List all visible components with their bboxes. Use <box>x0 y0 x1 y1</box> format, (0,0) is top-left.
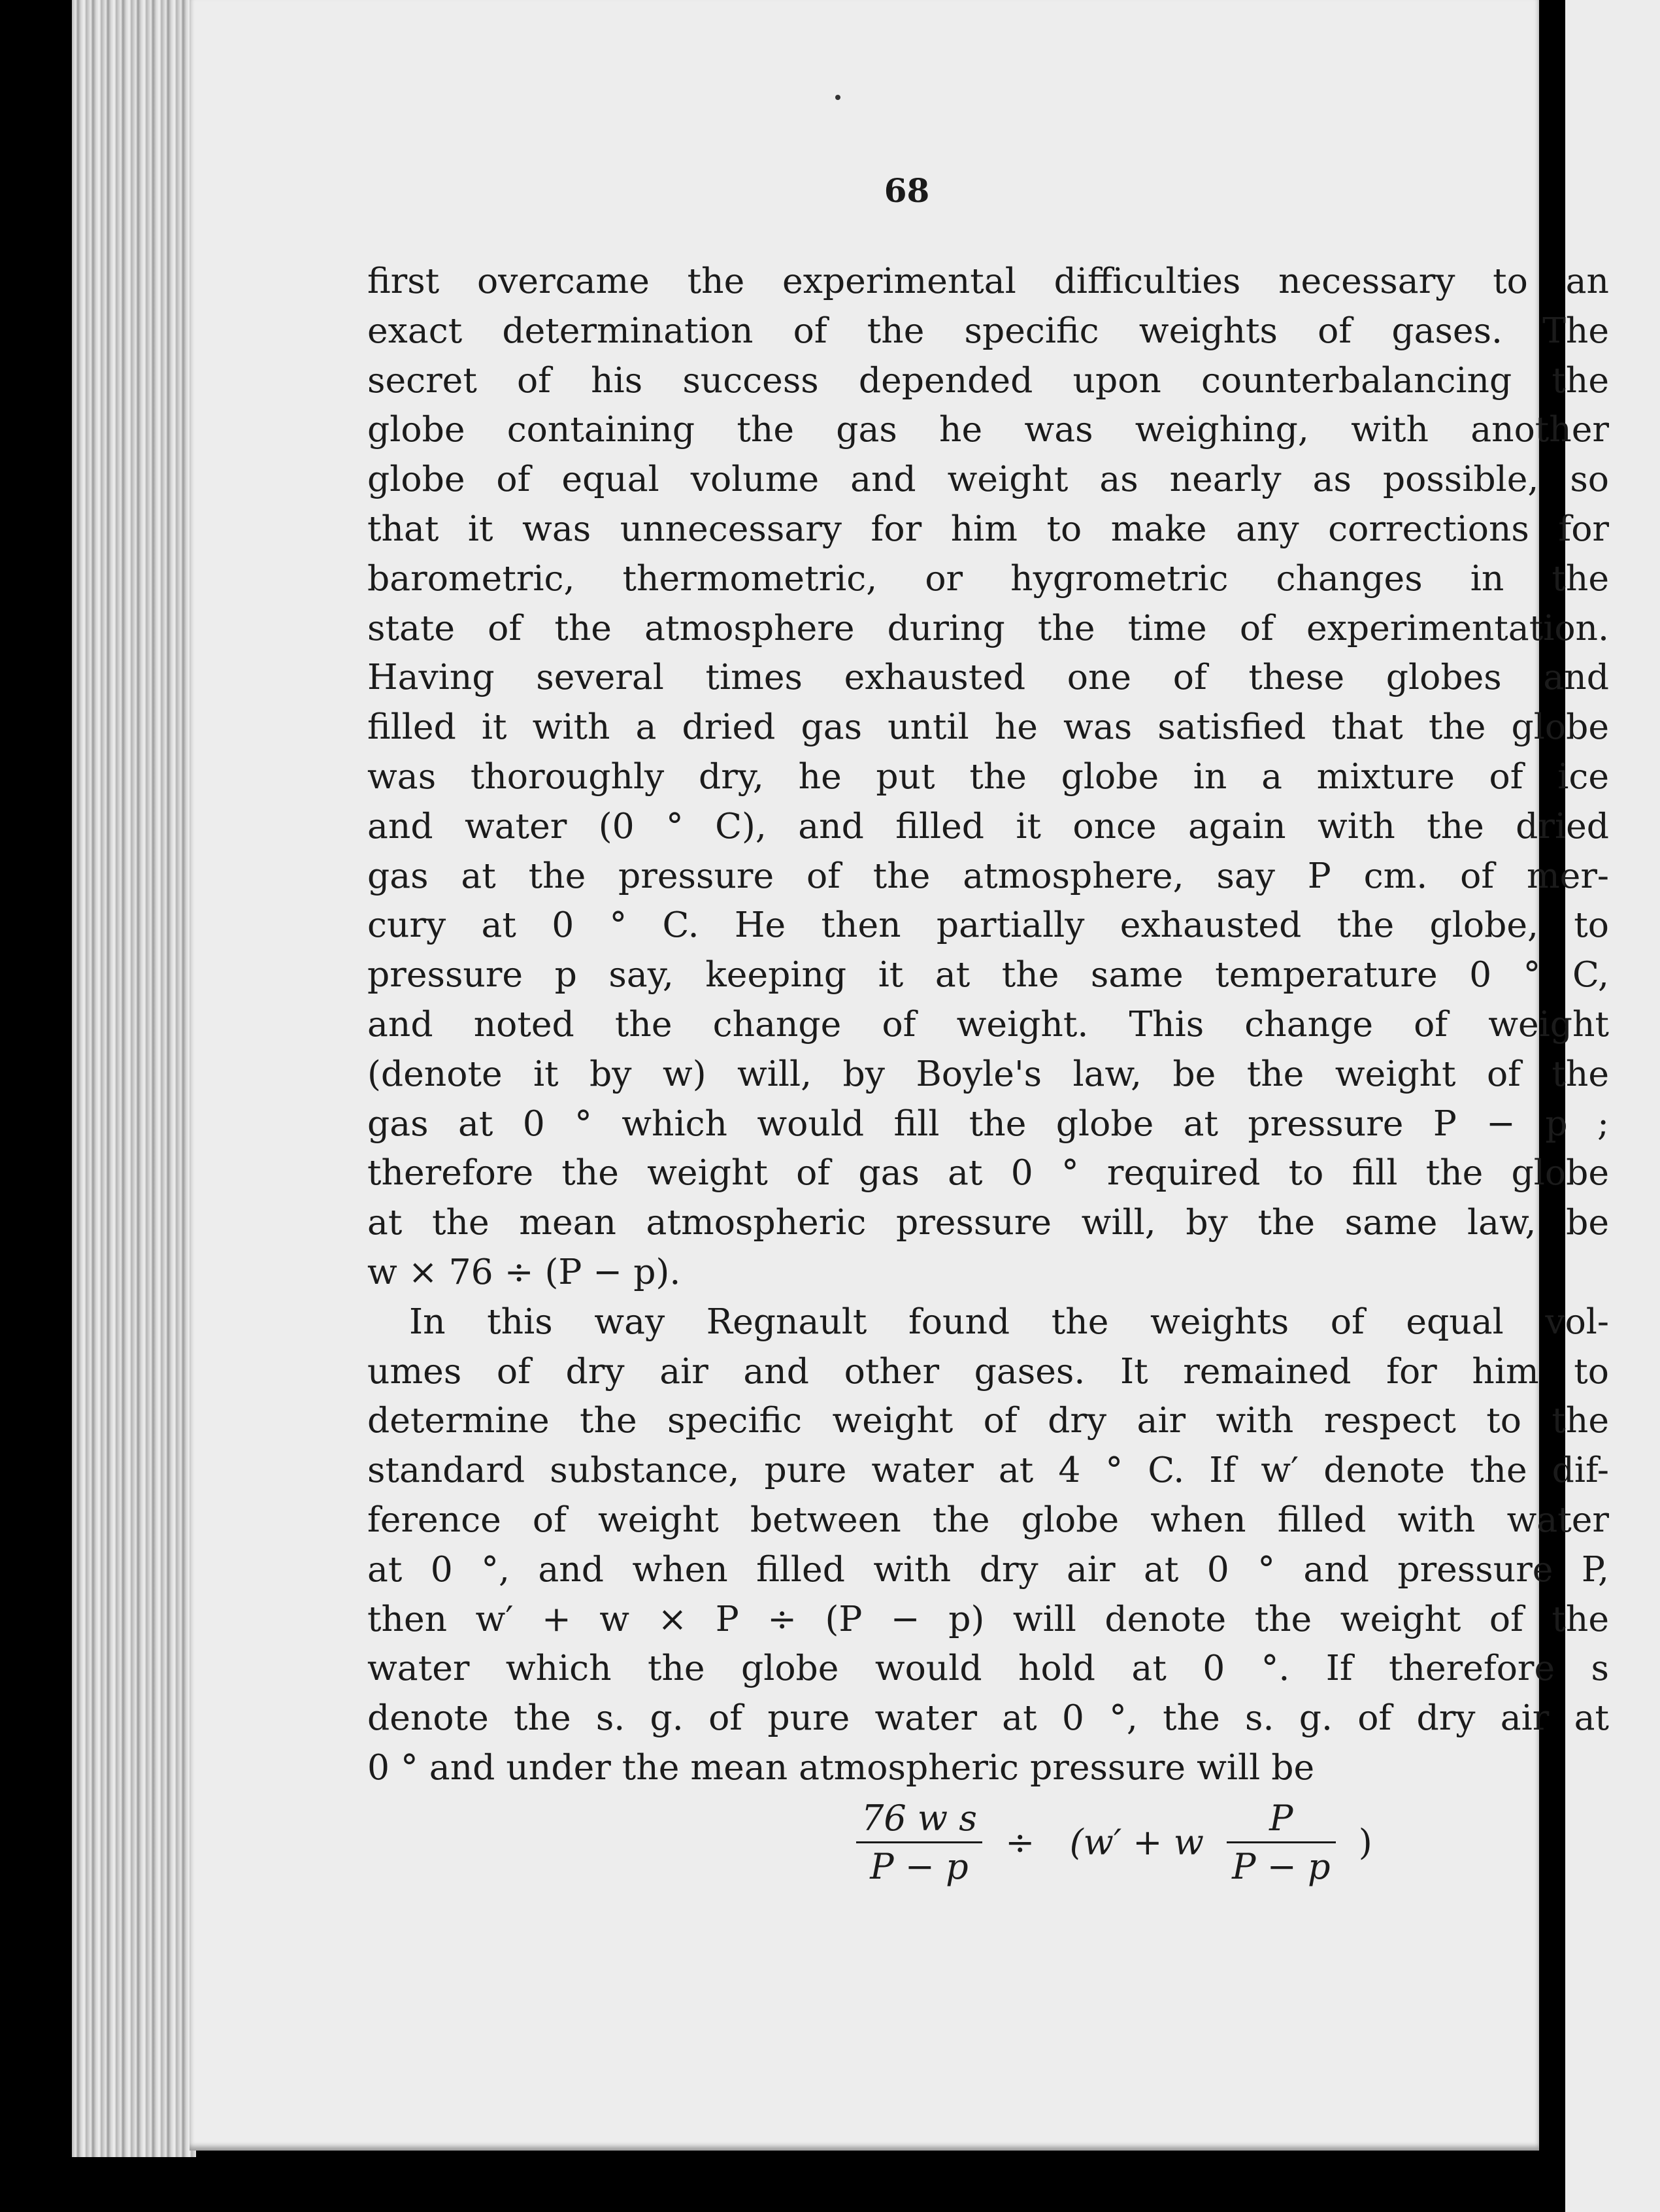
text-line: then w′ + w × P ÷ (P − p) will denote the weight of the <box>367 1598 1609 1639</box>
text-line: barometric, thermometric, or hygrometric changes in the <box>367 557 1609 599</box>
text-line: at the mean atmospheric pressure will, by the same law, be <box>367 1201 1609 1243</box>
fraction-denominator: P − p <box>870 1846 969 1887</box>
text-line: was thoroughly dry, he put the globe in a mixture of ice <box>367 755 1609 797</box>
text-line: and water (0 ° C), and filled it once again with the dried <box>367 805 1609 846</box>
text-line: state of the atmosphere during the time of experimentation. <box>367 607 1609 648</box>
fraction-right <box>1227 1798 1335 1887</box>
text-line: standard substance, pure water at 4 ° C. If w′ denote the dif- <box>367 1449 1609 1491</box>
text-line: gas at 0 ° which would fill the globe at pressure P − p ; <box>367 1102 1609 1144</box>
text-line: water which the globe would hold at 0 °. If therefore s <box>367 1647 1609 1689</box>
text-line: 0 ° and under the mean atmospheric pressure will be <box>367 1746 1315 1788</box>
text-line: and noted the change of weight. This change of weight <box>367 1003 1609 1045</box>
fraction-left <box>856 1798 982 1887</box>
text-line: first overcame the experimental difficulties necessary to an <box>367 260 1609 301</box>
text-line: exact determination of the specific weights of gases. The <box>367 309 1609 351</box>
paren-close: ) <box>1358 1822 1372 1863</box>
text-line: In this way Regnault found the weights of equal vol- <box>409 1300 1609 1342</box>
text-line: denote the s. g. of pure water at 0 °, the s. g. of dry air at <box>367 1697 1609 1739</box>
text-line: ference of weight between the globe when filled with water <box>367 1498 1609 1540</box>
page-number: 68 <box>884 171 930 210</box>
text-line: determine the specific weight of dry air with respect to the <box>367 1399 1609 1441</box>
text-line: filled it with a dried gas until he was satisfied that the globe <box>367 706 1609 748</box>
text-line: globe containing the gas he was weighing, with another <box>367 409 1609 450</box>
fraction-denominator: P − p <box>1232 1846 1331 1887</box>
fraction-numerator: P <box>1227 1798 1335 1843</box>
text-line: secret of his success depended upon counterbalancing the <box>367 359 1609 401</box>
text-line: therefore the weight of gas at 0 ° required to fill the globe <box>367 1152 1609 1194</box>
formula <box>856 1798 1510 1915</box>
text-line: w × 76 ÷ (P − p). <box>367 1250 681 1292</box>
text-line: cury at 0 ° C. He then partially exhausted the globe, to <box>367 904 1609 946</box>
text-line: pressure p say, keeping it at the same temperature 0 ° C, <box>367 954 1609 996</box>
page-edges <box>72 0 196 2157</box>
ink-speck <box>835 95 840 100</box>
text-line: gas at the pressure of the atmosphere, say P cm. of mer- <box>367 854 1609 896</box>
text-line: at 0 °, and when filled with dry air at 0 ° and pressure P, <box>367 1548 1609 1590</box>
text-line: (denote it by w) will, by Boyle's law, be the weight of the <box>367 1052 1609 1094</box>
book-page <box>190 0 1609 2151</box>
text-line: Having several times exhausted one of these globes and <box>367 656 1609 698</box>
fraction-numerator: 76 w s <box>856 1798 982 1843</box>
paren-open: (w′ + w <box>1069 1822 1204 1863</box>
body-text <box>367 256 1609 1792</box>
text-line: umes of dry air and other gases. It remained for him to <box>367 1350 1609 1392</box>
division-sign: ÷ <box>1005 1822 1035 1863</box>
text-line: that it was unnecessary for him to make any corrections for <box>367 507 1609 549</box>
text-line: globe of equal volume and weight as nearly as possible, so <box>367 458 1609 500</box>
